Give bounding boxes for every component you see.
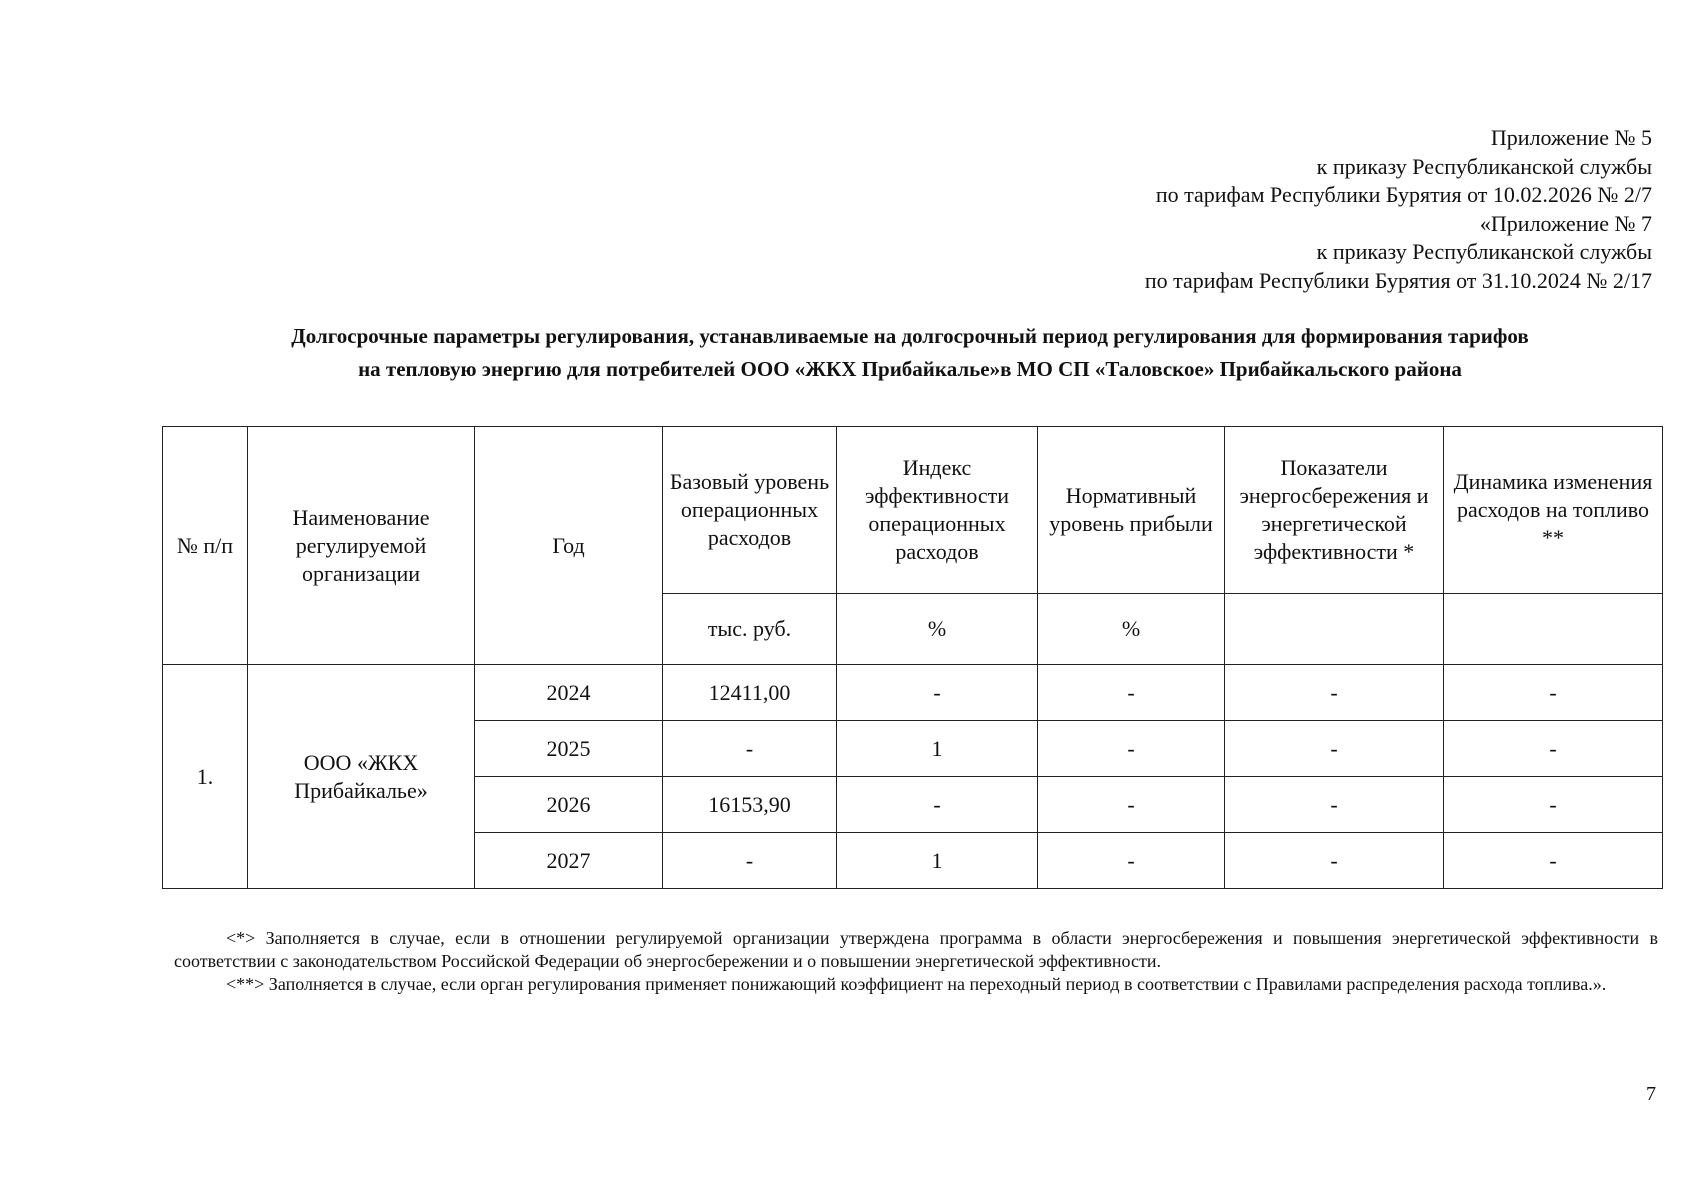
cell-year: 2026 bbox=[475, 777, 663, 833]
cell-year: 2024 bbox=[475, 665, 663, 721]
annex-reference bbox=[752, 124, 1652, 295]
annex-line: Приложение № 5 bbox=[1490, 125, 1652, 150]
cell-normative-profit: - bbox=[1038, 721, 1225, 777]
annex-line: к приказу Республиканской службы bbox=[1316, 153, 1652, 179]
footnotes bbox=[174, 927, 1658, 996]
header-num: № п/п bbox=[163, 427, 248, 665]
cell-efficiency-index: - bbox=[837, 665, 1038, 721]
cell-efficiency-index: - bbox=[837, 777, 1038, 833]
footnote-fuel: <**> Заполняется в случае, если орган регулирования применяет понижающий коэффициент на переходный период в соответствии с Правилами распределения расхода топлива.». bbox=[226, 974, 1607, 994]
header-organization: Наименование регулируемой организации bbox=[248, 427, 475, 665]
cell-fuel-dynamics: - bbox=[1444, 721, 1663, 777]
unit-efficiency-index: % bbox=[837, 594, 1038, 665]
cell-base-opex: 16153,90 bbox=[663, 777, 837, 833]
page-number: 7 bbox=[1646, 1083, 1656, 1105]
cell-year: 2027 bbox=[475, 833, 663, 889]
header-year: Год bbox=[475, 427, 663, 665]
cell-year: 2025 bbox=[475, 721, 663, 777]
header-energy-saving: Показатели энергосбережения и энергетической эффективности * bbox=[1225, 427, 1444, 594]
cell-efficiency-index: 1 bbox=[837, 833, 1038, 889]
organization-name: ООО «ЖКХ Прибайкалье» bbox=[248, 665, 475, 889]
annex-line: по тарифам Республики Бурятия от 31.10.2024 № 2/17 bbox=[1144, 267, 1652, 293]
table-row bbox=[163, 665, 1663, 721]
cell-normative-profit: - bbox=[1038, 777, 1225, 833]
cell-normative-profit: - bbox=[1038, 665, 1225, 721]
cell-base-opex: 12411,00 bbox=[663, 665, 837, 721]
header-base-opex: Базовый уровень операционных расходов bbox=[663, 427, 837, 594]
cell-fuel-dynamics: - bbox=[1444, 777, 1663, 833]
title-line-1: Долгосрочные параметры регулирования, устанавливаемые на долгосрочный период регулирования для формирования тарифов bbox=[291, 324, 1529, 348]
cell-base-opex: - bbox=[663, 721, 837, 777]
unit-fuel-dynamics bbox=[1444, 594, 1663, 665]
cell-fuel-dynamics: - bbox=[1444, 833, 1663, 889]
annex-line: по тарифам Республики Бурятия от 10.02.2026 № 2/7 bbox=[1155, 182, 1652, 207]
cell-normative-profit: - bbox=[1038, 833, 1225, 889]
cell-energy-saving: - bbox=[1225, 777, 1444, 833]
header-row bbox=[163, 427, 1663, 594]
row-number: 1. bbox=[163, 665, 248, 889]
annex-line: «Приложение № 7 bbox=[1479, 210, 1652, 236]
cell-energy-saving: - bbox=[1225, 833, 1444, 889]
cell-base-opex: - bbox=[663, 833, 837, 889]
footnote-energy-saving: <*> Заполняется в случае, если в отношении регулируемой организации утверждена программа в области энергосбережения и повышения энергетической эффективности в соответствии с законодательством Российской Федерации об энергосбережении и о повышении энергетической эффективности. bbox=[174, 928, 1658, 971]
header-efficiency-index: Индекс эффективности операционных расходов bbox=[837, 427, 1038, 594]
unit-normative-profit: % bbox=[1038, 594, 1225, 665]
cell-energy-saving: - bbox=[1225, 721, 1444, 777]
unit-base-opex: тыс. руб. bbox=[663, 594, 837, 665]
header-normative-profit: Нормативный уровень прибыли bbox=[1038, 427, 1225, 594]
cell-fuel-dynamics: - bbox=[1444, 665, 1663, 721]
header-fuel-dynamics: Динамика изменения расходов на топливо ** bbox=[1444, 427, 1663, 594]
cell-efficiency-index: 1 bbox=[837, 721, 1038, 777]
unit-energy-saving bbox=[1225, 594, 1444, 665]
document-title bbox=[160, 320, 1660, 386]
regulation-parameters-table bbox=[162, 426, 1663, 889]
annex-line: к приказу Республиканской службы bbox=[1316, 239, 1652, 264]
cell-energy-saving: - bbox=[1225, 665, 1444, 721]
title-line-2: на тепловую энергию для потребителей ООО «ЖКХ Прибайкалье»в МО СП «Таловское» Прибайкальского района bbox=[358, 357, 1462, 381]
